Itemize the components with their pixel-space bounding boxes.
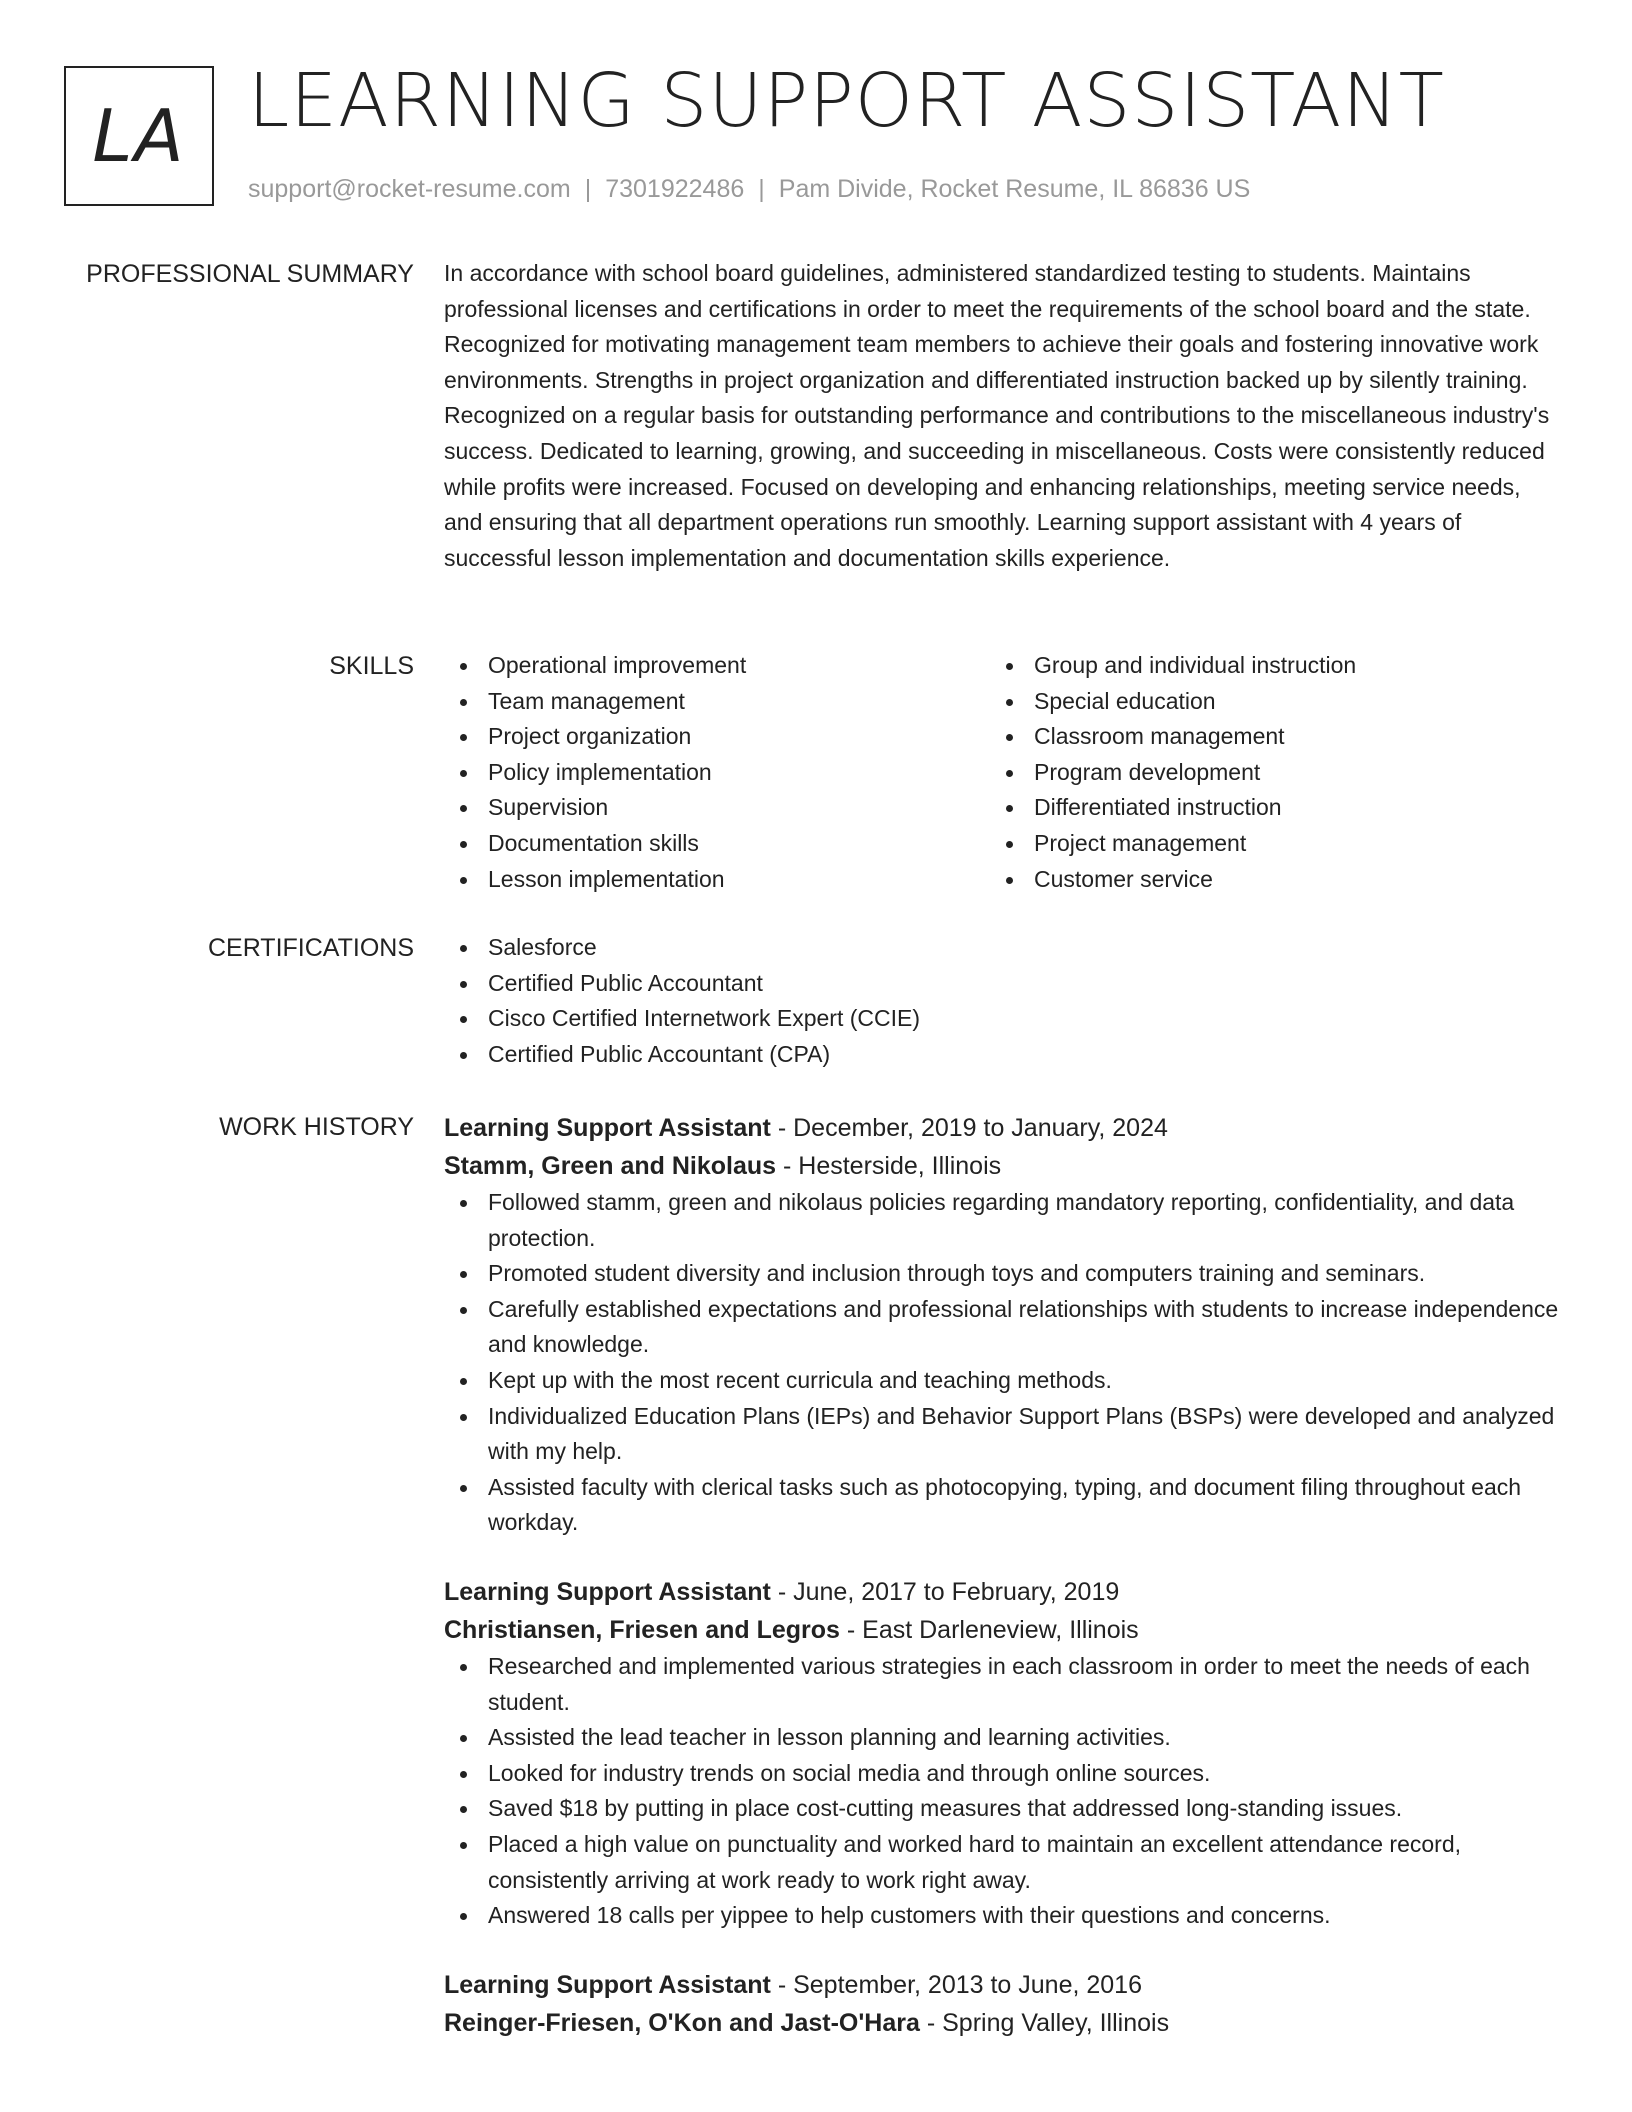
job-dates: - June, 2017 to February, 2019 <box>770 1577 1120 1606</box>
job-entry <box>444 1109 1564 1541</box>
section-heading: CERTIFICATIONS <box>207 934 414 962</box>
section-heading: PROFESSIONAL SUMMARY <box>86 260 414 288</box>
list-item: Looked for industry trends on social media and through online sources. <box>444 1756 1564 1792</box>
job-company-line <box>444 2004 1564 2042</box>
initials-monogram: LA <box>64 66 214 206</box>
section-heading: SKILLS <box>329 652 414 680</box>
contact-line <box>248 172 1250 206</box>
job-company-line <box>444 1147 1564 1185</box>
job-entry <box>444 1573 1564 1934</box>
list-item: Researched and implemented various strategies in each classroom in order to meet the needs of each student. <box>444 1649 1564 1720</box>
job-location: - East Darleneview, Illinois <box>839 1615 1139 1644</box>
phone-text: 7301922486 <box>605 175 745 203</box>
list-item: Customer service <box>990 862 1536 898</box>
list-item: Certified Public Accountant (CPA) <box>444 1037 1564 1073</box>
list-item: Project management <box>990 826 1536 862</box>
list-item: Supervision <box>444 790 990 826</box>
list-item: Group and individual instruction <box>990 648 1536 684</box>
summary-text: In accordance with school board guidelines, administered standardized testing to students. Maintains professional licenses and certifications in order to meet the requirements of the school board and the state. Recognized for motivating management team members to achieve their goals and fostering innovative work environments. Strengths in project organization and differentiated instruction backed up by silently training. Recognized on a regular basis for outstanding performance and contributions to the miscellaneous industry's success. Dedicated to learning, growing, and succeeding in miscellaneous. Costs were consistently reduced while profits were increased. Focused on developing and enhancing relationships, meeting service needs, and ensuring that all department operations run smoothly. Learning support assistant with 4 years of successful lesson implementation and documentation skills experience. <box>444 260 1550 571</box>
list-item: Promoted student diversity and inclusion through toys and computers training and seminars. <box>444 1256 1564 1292</box>
job-dates: - September, 2013 to June, 2016 <box>770 1970 1142 1999</box>
job-dates: - December, 2019 to January, 2024 <box>770 1114 1168 1142</box>
list-item: Team management <box>444 684 990 720</box>
page-title: LEARNING SUPPORT ASSISTANT <box>248 58 1445 144</box>
list-item: Lesson implementation <box>444 862 990 898</box>
job-title: Learning Support Assistant <box>444 1577 771 1606</box>
list-item: Operational improvement <box>444 648 990 684</box>
job-company: Christiansen, Friesen and Legros <box>444 1615 840 1644</box>
list-item: Policy implementation <box>444 755 990 791</box>
list-item: Assisted faculty with clerical tasks such as photocopying, typing, and document filing throughout each workday. <box>444 1470 1564 1541</box>
list-item: Classroom management <box>990 719 1536 755</box>
job-title: Learning Support Assistant <box>444 1114 771 1142</box>
job-location: - Hesterside, Illinois <box>776 1152 1002 1180</box>
email-text: support@rocket-resume.com <box>248 175 571 203</box>
list-item: Certified Public Accountant <box>444 966 1564 1002</box>
job-company: Stamm, Green and Nikolaus <box>444 1152 777 1180</box>
job-title-line <box>444 1573 1564 1611</box>
list-item: Cisco Certified Internetwork Expert (CCIE) <box>444 1001 1564 1037</box>
list-item: Program development <box>990 755 1536 791</box>
list-item: Special education <box>990 684 1536 720</box>
section-heading: WORK HISTORY <box>219 1113 414 1141</box>
list-item: Assisted the lead teacher in lesson planning and learning activities. <box>444 1720 1564 1756</box>
skills-list-left <box>444 648 990 897</box>
job-company-line <box>444 1611 1564 1649</box>
list-item: Answered 18 calls per yippee to help customers with their questions and concerns. <box>444 1898 1564 1934</box>
certifications-list <box>444 930 1564 1072</box>
job-entry <box>444 1966 1564 2042</box>
contact-separator: | <box>758 175 765 203</box>
address-text: Pam Divide, Rocket Resume, IL 86836 US <box>778 175 1251 203</box>
job-title-line <box>444 1109 1564 1147</box>
skills-list-right <box>990 648 1536 897</box>
list-item: Differentiated instruction <box>990 790 1536 826</box>
job-duties-list <box>444 1185 1564 1541</box>
list-item: Individualized Education Plans (IEPs) and Behavior Support Plans (BSPs) were developed and analyzed with my help. <box>444 1399 1564 1470</box>
list-item: Project organization <box>444 719 990 755</box>
list-item: Carefully established expectations and professional relationships with students to increase independence and knowledge. <box>444 1292 1564 1363</box>
list-item: Placed a high value on punctuality and worked hard to maintain an excellent attendance record, consistently arriving at work ready to work right away. <box>444 1827 1564 1898</box>
list-item: Kept up with the most recent curricula and teaching methods. <box>444 1363 1564 1399</box>
list-item: Documentation skills <box>444 826 990 862</box>
job-company: Reinger-Friesen, O'Kon and Jast-O'Hara <box>444 2008 920 2037</box>
list-item: Saved $18 by putting in place cost-cutting measures that addressed long-standing issues. <box>444 1791 1564 1827</box>
job-duties-list <box>444 1649 1564 1934</box>
job-title: Learning Support Assistant <box>444 1970 771 1999</box>
list-item: Salesforce <box>444 930 1564 966</box>
job-title-line <box>444 1966 1564 2004</box>
job-location: - Spring Valley, Illinois <box>919 2008 1170 2037</box>
list-item: Followed stamm, green and nikolaus policies regarding mandatory reporting, confidentiality, and data protection. <box>444 1185 1564 1256</box>
contact-separator: | <box>584 175 592 203</box>
